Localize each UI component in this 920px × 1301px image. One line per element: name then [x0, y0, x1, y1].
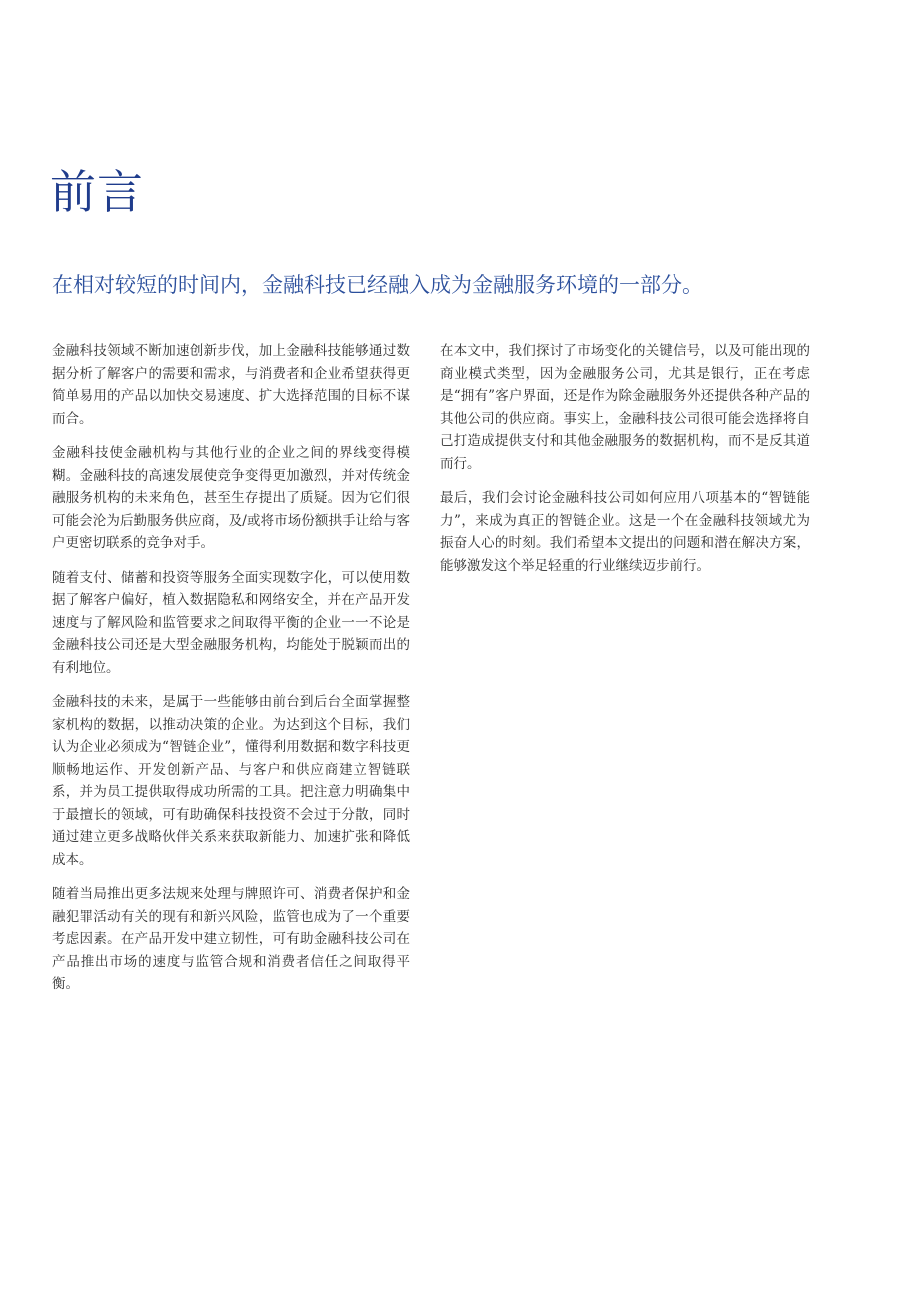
paragraph: 在本文中，我们探讨了市场变化的关键信号，以及可能出现的商业模式类型，因为金融服务公司，尤其是银行，正在考虑是“拥有”客户界面，还是作为除金融服务外还提供各种产品的其他公司的供应商。事实上，金融科技公司很可能会选择将自己打造成提供支付和其他金融服务的数据机构，而不是反其道而行。 [440, 343, 810, 472]
paragraph: 随着当局推出更多法规来处理与牌照许可、消费者保护和金融犯罪活动有关的现有和新兴风险，监管也成为了一个重要考虑因素。在产品开发中建立韧性，可有助金融科技公司在产品推出市场的速度与监管合规和消费者信任之间取得平衡。 [52, 886, 410, 992]
page-subtitle: 在相对较短的时间内，金融科技已经融入成为金融服务环境的一部分。 [52, 273, 703, 297]
left-column [52, 340, 410, 1008]
paragraph: 金融科技的未来，是属于一些能够由前台到后台全面掌握整家机构的数据，以推动决策的企业。为达到这个目标，我们认为企业必须成为“智链企业”，懂得利用数据和数字科技更顺畅地运作、开发创新产品、与客户和供应商建立智链联系，并为员工提供取得成功所需的工具。把注意力明确集中于最擅长的领域，可有助确保科技投资不会过于分散，同时通过建立更多战略伙伴关系来获取新能力、加速扩张和降低成本。 [52, 694, 410, 868]
right-column [440, 340, 810, 589]
page-title: 前言 [50, 165, 144, 219]
paragraph: 金融科技领域不断加速创新步伐，加上金融科技能够通过数据分析了解客户的需要和需求，与消费者和企业希望获得更简单易用的产品以加快交易速度、扩大选择范围的目标不谋而合。 [52, 343, 410, 427]
paragraph: 金融科技使金融机构与其他行业的企业之间的界线变得模糊。金融科技的高速发展使竞争变得更加激烈，并对传统金融服务机构的未来角色，甚至生存提出了质疑。因为它们很可能会沦为后勤服务供应商，及/或将市场份额拱手让给与客户更密切联系的竞争对手。 [52, 445, 410, 551]
paragraph: 最后，我们会讨论金融科技公司如何应用八项基本的“智链能力”，来成为真正的智链企业。这是一个在金融科技领域尤为振奋人心的时刻。我们希望本文提出的问题和潜在解决方案，能够激发这个举足轻重的行业继续迈步前行。 [440, 490, 810, 574]
paragraph: 随着支付、储蓄和投资等服务全面实现数字化，可以使用数据了解客户偏好，植入数据隐私和网络安全，并在产品开发速度与了解风险和监管要求之间取得平衡的企业一一不论是金融科技公司还是大型金融服务机构，均能处于脱颖而出的有利地位。 [52, 569, 410, 676]
